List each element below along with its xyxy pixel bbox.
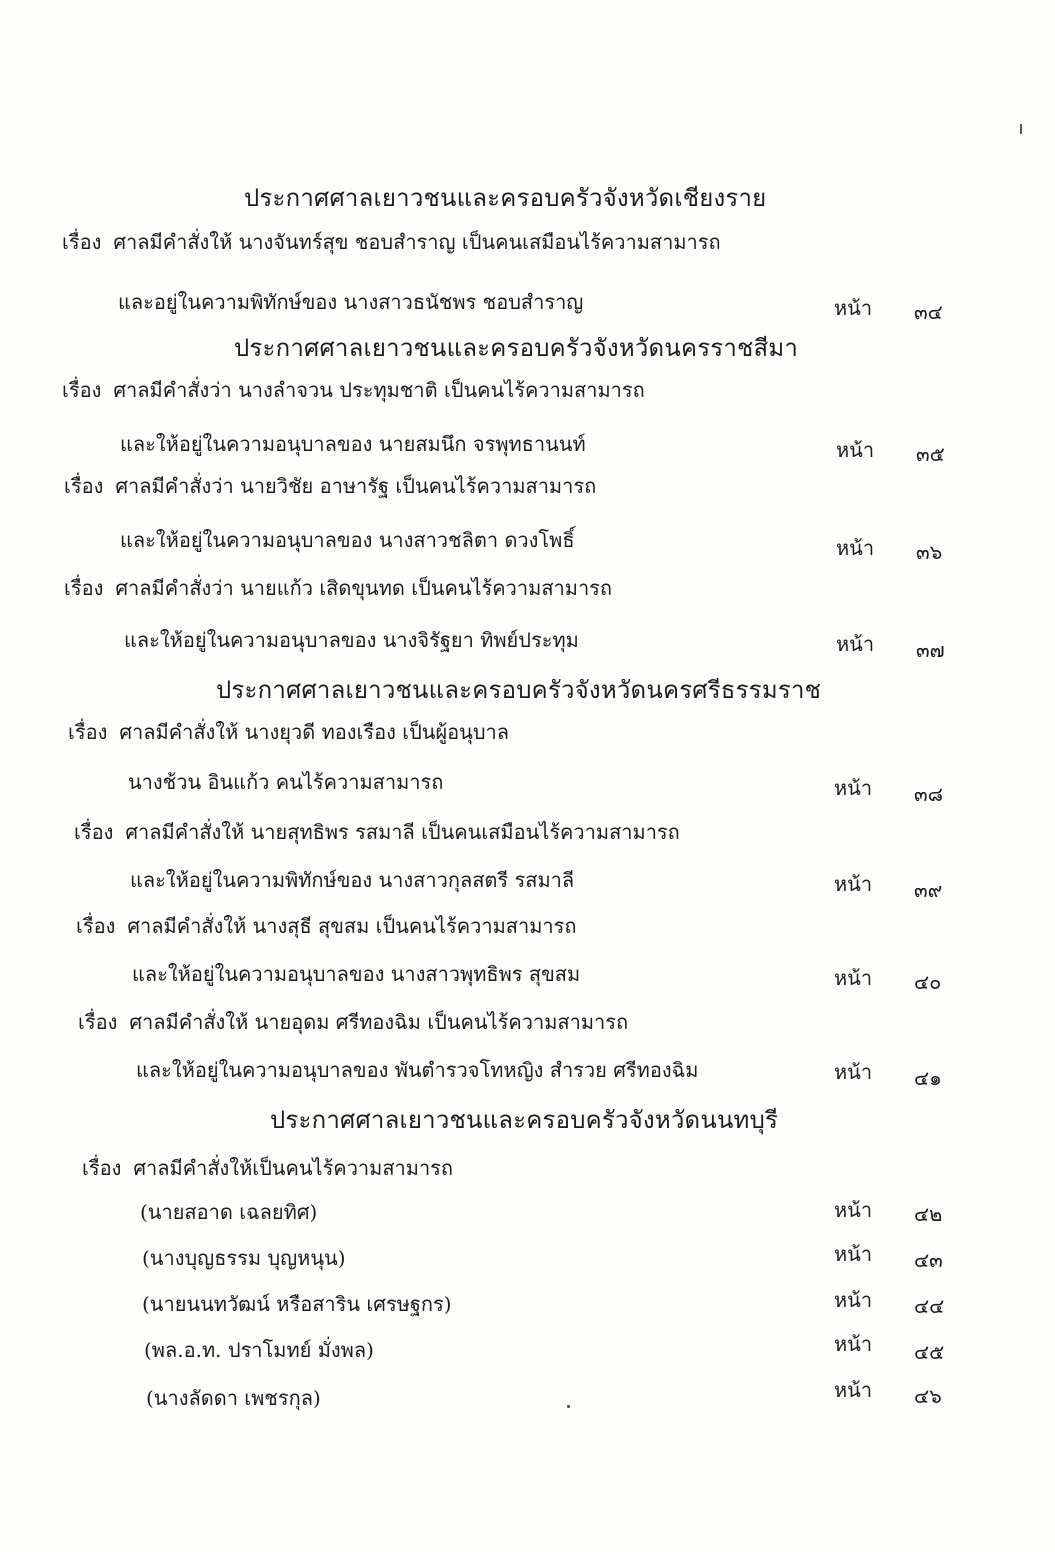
entry-text: ศาลมีคำสั่งว่า นายแก้ว เสิดขุนทด เป็นคนไร้ความสามารถ (115, 576, 613, 600)
entry-keyword: เรื่อง (68, 720, 108, 744)
entry-line-2: และให้อยู่ในความอนุบาลของ นางจิรัฐยา ทิพย์ประทุม (124, 628, 579, 652)
list-item-name: (นางบุญธรรม บุญหนุน) (142, 1246, 346, 1270)
page-label: หน้า (834, 1198, 873, 1222)
entry-line-2: และให้อยู่ในความอนุบาลของ นายสมนึก จรพุทธานนท์ (120, 432, 586, 456)
page-number: ๓๗ (916, 638, 945, 662)
page-number: ๔๕ (914, 1340, 945, 1364)
page-number: ๔๒ (914, 1202, 943, 1226)
entry-keyword: เรื่อง (62, 378, 102, 402)
page-label: หน้า (836, 536, 875, 560)
entry-keyword: เรื่อง (78, 1010, 118, 1034)
page-number: ๓๕ (916, 442, 945, 466)
page-label: หน้า (834, 1242, 873, 1266)
entry-text: ศาลมีคำสั่งให้ นายอุดม ศรีทองฉิม เป็นคนไร้ความสามารถ (129, 1010, 629, 1034)
page-label: หน้า (836, 438, 875, 462)
page-number: ๔๔ (914, 1294, 945, 1318)
entry-line-1 (74, 816, 680, 848)
section-heading: ประกาศศาลเยาวชนและครอบครัวจังหวัดนครศรีธรรมราช (216, 676, 822, 704)
entry-line-1 (64, 572, 612, 604)
entry-line-2: และให้อยู่ในความพิทักษ์ของ นางสาวกุลสตรี รสมาลี (130, 868, 575, 892)
list-item-name: (นายสอาด เฉลยทิศ) (140, 1200, 318, 1224)
list-item-name: (พล.อ.ท. ปราโมทย์ มั่งพล) (144, 1338, 374, 1362)
page-label: หน้า (834, 1288, 873, 1312)
entry-line-1 (64, 470, 596, 502)
entry-keyword: เรื่อง (74, 820, 114, 844)
entry-line-1 (76, 910, 576, 942)
entry-line-1 (68, 716, 509, 748)
scan-dot (567, 1405, 570, 1408)
list-item-name: (นายนนทวัฒน์ หรือสาริน เศรษฐกร) (142, 1292, 452, 1316)
page-label: หน้า (834, 1378, 873, 1402)
scan-mark (1020, 124, 1022, 134)
entry-line-1 (82, 1152, 453, 1184)
entry-text: ศาลมีคำสั่งให้ นางจันทร์สุข ชอบสำราญ เป็นคนเสมือนไร้ความสามารถ (113, 230, 721, 254)
entry-keyword: เรื่อง (82, 1156, 122, 1180)
page-label: หน้า (834, 872, 873, 896)
page-label: หน้า (836, 632, 875, 656)
entry-text: ศาลมีคำสั่งให้ นางสุธี สุขสม เป็นคนไร้ความสามารถ (127, 914, 577, 938)
page-label: หน้า (834, 1332, 873, 1356)
page-number: ๓๙ (914, 878, 943, 902)
page-number: ๓๔ (914, 300, 943, 324)
entry-line-2: และอยู่ในความพิทักษ์ของ นางสาวธนัชพร ชอบสำราญ (118, 290, 584, 314)
page-number: ๔๓ (914, 1248, 943, 1272)
section-heading: ประกาศศาลเยาวชนและครอบครัวจังหวัดนนทบุรี (270, 1106, 779, 1134)
page-number: ๓๘ (914, 782, 944, 806)
page-number: ๔๐ (914, 970, 942, 994)
page-label: หน้า (834, 776, 873, 800)
list-item-name: (นางลัดดา เพชรกุล) (146, 1386, 321, 1410)
entry-text: ศาลมีคำสั่งให้ นายสุทธิพร รสมาลี เป็นคนเสมือนไร้ความสามารถ (125, 820, 680, 844)
section-heading: ประกาศศาลเยาวชนและครอบครัวจังหวัดนครราชสีมา (234, 334, 799, 362)
entry-line-2: นางช้วน อินแก้ว คนไร้ความสามารถ (128, 770, 444, 794)
entry-line-2: และให้อยู่ในความอนุบาลของ นางสาวพุทธิพร สุขสม (132, 962, 581, 986)
entry-text: ศาลมีคำสั่งให้ นางยุวดี ทองเรือง เป็นผู้อนุบาล (119, 720, 510, 744)
entry-line-1 (62, 226, 721, 258)
page-number: ๔๖ (914, 1384, 942, 1408)
entry-line-2: และให้อยู่ในความอนุบาลของ นางสาวชลิตา ดวงโพธิ์ (120, 528, 575, 552)
entry-keyword: เรื่อง (64, 474, 104, 498)
entry-text: ศาลมีคำสั่งว่า นางลำจวน ประทุมชาติ เป็นคนไร้ความสามารถ (113, 378, 645, 402)
entry-line-2: และให้อยู่ในความอนุบาลของ พันตำรวจโทหญิง สำรวย ศรีทองฉิม (136, 1058, 699, 1082)
entry-text: ศาลมีคำสั่งว่า นายวิชัย อาษารัฐ เป็นคนไร้ความสามารถ (115, 474, 597, 498)
page-label: หน้า (834, 1060, 873, 1084)
page-label: หน้า (834, 296, 873, 320)
section-heading: ประกาศศาลเยาวชนและครอบครัวจังหวัดเชียงราย (244, 184, 767, 212)
page-number: ๓๖ (916, 540, 943, 564)
page-number: ๔๑ (914, 1066, 942, 1090)
entry-line-1 (78, 1006, 628, 1038)
entry-keyword: เรื่อง (62, 230, 102, 254)
entry-keyword: เรื่อง (76, 914, 116, 938)
entry-line-1 (62, 374, 645, 406)
page-label: หน้า (834, 966, 873, 990)
entry-keyword: เรื่อง (64, 576, 104, 600)
entry-text: ศาลมีคำสั่งให้เป็นคนไร้ความสามารถ (133, 1156, 454, 1180)
